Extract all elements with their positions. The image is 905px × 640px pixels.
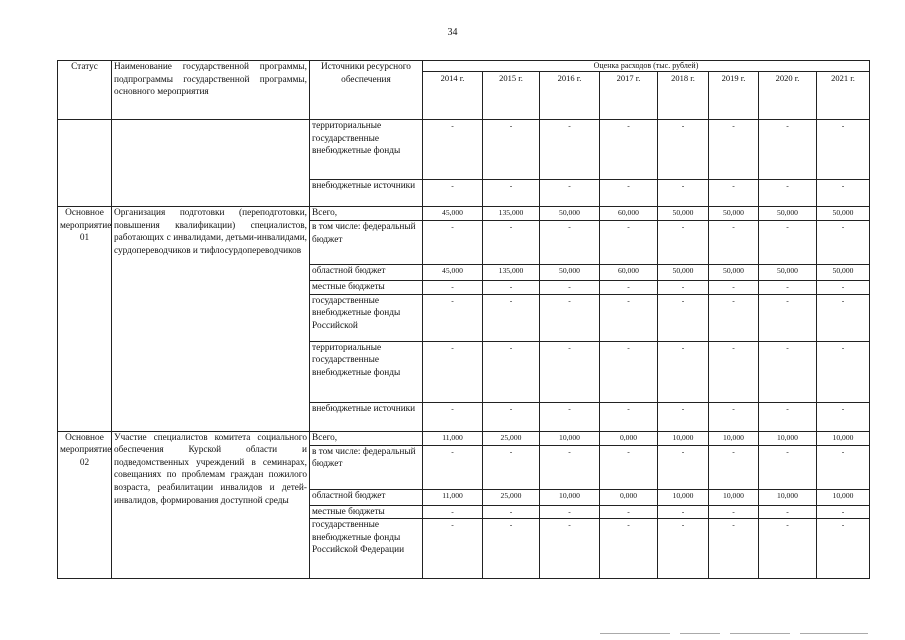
value-cell: -	[600, 294, 658, 341]
value-cell: -	[759, 402, 817, 431]
value-cell: -	[540, 294, 600, 341]
value-cell: -	[658, 519, 709, 579]
value-cell: 50,000	[709, 207, 759, 221]
value-cell: -	[817, 180, 870, 207]
funding-source-cell: в том числе: федеральный бюджет	[310, 221, 423, 265]
funding-source-cell: Всего,	[310, 207, 423, 221]
value-cell: -	[483, 341, 540, 402]
value-cell: -	[423, 221, 483, 265]
value-cell: -	[817, 120, 870, 180]
value-cell: -	[423, 180, 483, 207]
value-cell: -	[483, 120, 540, 180]
value-cell: -	[759, 341, 817, 402]
value-cell: -	[709, 505, 759, 519]
value-cell: -	[423, 519, 483, 579]
value-cell: 50,000	[759, 207, 817, 221]
value-cell: 135,000	[483, 265, 540, 281]
value-cell: -	[759, 180, 817, 207]
funding-source-cell: областной бюджет	[310, 265, 423, 281]
value-cell: 45,000	[423, 265, 483, 281]
value-cell: 0,000	[600, 431, 658, 445]
value-cell: -	[423, 281, 483, 295]
page-number: 34	[447, 27, 458, 38]
value-cell: -	[658, 402, 709, 431]
funding-source-cell: государственные внебюджетные фонды Российской	[310, 294, 423, 341]
header-source: Источники ресурсного обеспечения	[310, 61, 423, 120]
value-cell: -	[709, 341, 759, 402]
value-cell: -	[709, 281, 759, 295]
value-cell: -	[817, 505, 870, 519]
value-cell: -	[540, 341, 600, 402]
footer-rule	[730, 633, 790, 634]
funding-source-cell: областной бюджет	[310, 489, 423, 505]
footer-rule	[680, 633, 720, 634]
funding-source-cell: внебюджетные источники	[310, 402, 423, 431]
value-cell: -	[540, 402, 600, 431]
header-estimate: Оценка расходов (тыс. рублей)	[423, 61, 870, 72]
value-cell: 50,000	[817, 207, 870, 221]
table-row	[58, 120, 870, 180]
value-cell: -	[483, 294, 540, 341]
value-cell: 10,000	[709, 489, 759, 505]
value-cell: -	[540, 519, 600, 579]
status-cell: Основное мероприятие 02	[58, 431, 112, 579]
value-cell: -	[709, 519, 759, 579]
value-cell: 25,000	[483, 431, 540, 445]
value-cell: 10,000	[540, 431, 600, 445]
value-cell: -	[658, 294, 709, 341]
value-cell: -	[709, 445, 759, 489]
value-cell: 50,000	[540, 207, 600, 221]
header-row-top	[58, 61, 870, 72]
footer-rule	[800, 633, 868, 634]
value-cell: -	[709, 180, 759, 207]
funding-source-cell: в том числе: федеральный бюджет	[310, 445, 423, 489]
value-cell: -	[759, 519, 817, 579]
header-year: 2019 г.	[709, 72, 759, 120]
value-cell: 10,000	[817, 431, 870, 445]
value-cell: -	[483, 180, 540, 207]
table-row	[58, 431, 870, 445]
value-cell: -	[658, 341, 709, 402]
value-cell: -	[709, 221, 759, 265]
funding-source-cell: территориальные государственные внебюджетные фонды	[310, 120, 423, 180]
value-cell: -	[423, 505, 483, 519]
budget-table	[57, 60, 870, 579]
header-name: Наименование государственной программы, подпрограммы государственной программы, основного мероприятия	[112, 61, 310, 120]
value-cell: -	[600, 505, 658, 519]
value-cell: -	[600, 445, 658, 489]
funding-source-cell: территориальные государственные внебюджетные фонды	[310, 341, 423, 402]
header-status: Статус	[58, 61, 112, 120]
value-cell: -	[600, 221, 658, 265]
value-cell: 11,000	[423, 431, 483, 445]
table-row	[58, 207, 870, 221]
value-cell: -	[483, 519, 540, 579]
value-cell: -	[658, 281, 709, 295]
value-cell: -	[540, 120, 600, 180]
value-cell: -	[483, 505, 540, 519]
program-name-cell: Организация подготовки (переподготовки, повышения квалификации) специалистов, работающих с инвалидами, детьми-инвалидами, сурдопереводчиков и тифлосурдопереводчиков	[112, 207, 310, 432]
funding-source-cell: государственные внебюджетные фонды Российской Федерации	[310, 519, 423, 579]
value-cell: -	[540, 505, 600, 519]
header-year: 2018 г.	[658, 72, 709, 120]
value-cell: -	[483, 221, 540, 265]
value-cell: -	[483, 281, 540, 295]
value-cell: -	[540, 180, 600, 207]
value-cell: -	[540, 281, 600, 295]
status-cell	[58, 120, 112, 207]
value-cell: -	[658, 120, 709, 180]
value-cell: -	[709, 402, 759, 431]
value-cell: -	[600, 281, 658, 295]
value-cell: -	[817, 445, 870, 489]
value-cell: 50,000	[817, 265, 870, 281]
funding-source-cell: Всего,	[310, 431, 423, 445]
value-cell: -	[658, 445, 709, 489]
value-cell: -	[817, 221, 870, 265]
value-cell: -	[817, 341, 870, 402]
funding-source-cell: внебюджетные источники	[310, 180, 423, 207]
value-cell: 50,000	[759, 265, 817, 281]
status-cell: Основное мероприятие 01	[58, 207, 112, 432]
value-cell: -	[540, 445, 600, 489]
value-cell: -	[709, 294, 759, 341]
footer-rule	[600, 633, 670, 634]
value-cell: -	[759, 505, 817, 519]
value-cell: -	[817, 519, 870, 579]
value-cell: 60,000	[600, 207, 658, 221]
value-cell: 45,000	[423, 207, 483, 221]
header-year: 2017 г.	[600, 72, 658, 120]
value-cell: 10,000	[540, 489, 600, 505]
table-body	[58, 61, 870, 579]
value-cell: -	[600, 519, 658, 579]
value-cell: -	[759, 281, 817, 295]
value-cell: -	[817, 281, 870, 295]
header-year: 2015 г.	[483, 72, 540, 120]
header-year: 2020 г.	[759, 72, 817, 120]
value-cell: -	[658, 180, 709, 207]
funding-source-cell: местные бюджеты	[310, 505, 423, 519]
value-cell: -	[423, 120, 483, 180]
value-cell: -	[600, 180, 658, 207]
value-cell: -	[709, 120, 759, 180]
value-cell: 50,000	[658, 265, 709, 281]
value-cell: 25,000	[483, 489, 540, 505]
value-cell: -	[600, 341, 658, 402]
header-year: 2021 г.	[817, 72, 870, 120]
value-cell: -	[759, 221, 817, 265]
funding-source-cell: местные бюджеты	[310, 281, 423, 295]
value-cell: -	[817, 402, 870, 431]
value-cell: 60,000	[600, 265, 658, 281]
value-cell: -	[759, 445, 817, 489]
value-cell: -	[423, 445, 483, 489]
header-year: 2014 г.	[423, 72, 483, 120]
value-cell: -	[600, 402, 658, 431]
value-cell: -	[483, 402, 540, 431]
value-cell: 50,000	[540, 265, 600, 281]
value-cell: -	[483, 445, 540, 489]
value-cell: 10,000	[658, 489, 709, 505]
value-cell: 10,000	[658, 431, 709, 445]
value-cell: -	[423, 402, 483, 431]
value-cell: 135,000	[483, 207, 540, 221]
value-cell: 0,000	[600, 489, 658, 505]
header-year: 2016 г.	[540, 72, 600, 120]
value-cell: 10,000	[759, 431, 817, 445]
value-cell: 10,000	[709, 431, 759, 445]
value-cell: -	[658, 505, 709, 519]
value-cell: 10,000	[759, 489, 817, 505]
value-cell: -	[759, 120, 817, 180]
value-cell: -	[423, 294, 483, 341]
value-cell: -	[600, 120, 658, 180]
value-cell: 10,000	[817, 489, 870, 505]
program-name-cell: Участие специалистов комитета социального обеспечения Курской области и подведомственных учреждений в семинарах, совещаниях по проблемам граждан пожилого возраста, реабилитации инвалидов и детей-инвалидов, формирования доступной среды	[112, 431, 310, 579]
value-cell: -	[658, 221, 709, 265]
program-name-cell	[112, 120, 310, 207]
value-cell: -	[423, 341, 483, 402]
value-cell: 50,000	[658, 207, 709, 221]
value-cell: -	[540, 221, 600, 265]
value-cell: -	[817, 294, 870, 341]
value-cell: 50,000	[709, 265, 759, 281]
value-cell: 11,000	[423, 489, 483, 505]
value-cell: -	[759, 294, 817, 341]
